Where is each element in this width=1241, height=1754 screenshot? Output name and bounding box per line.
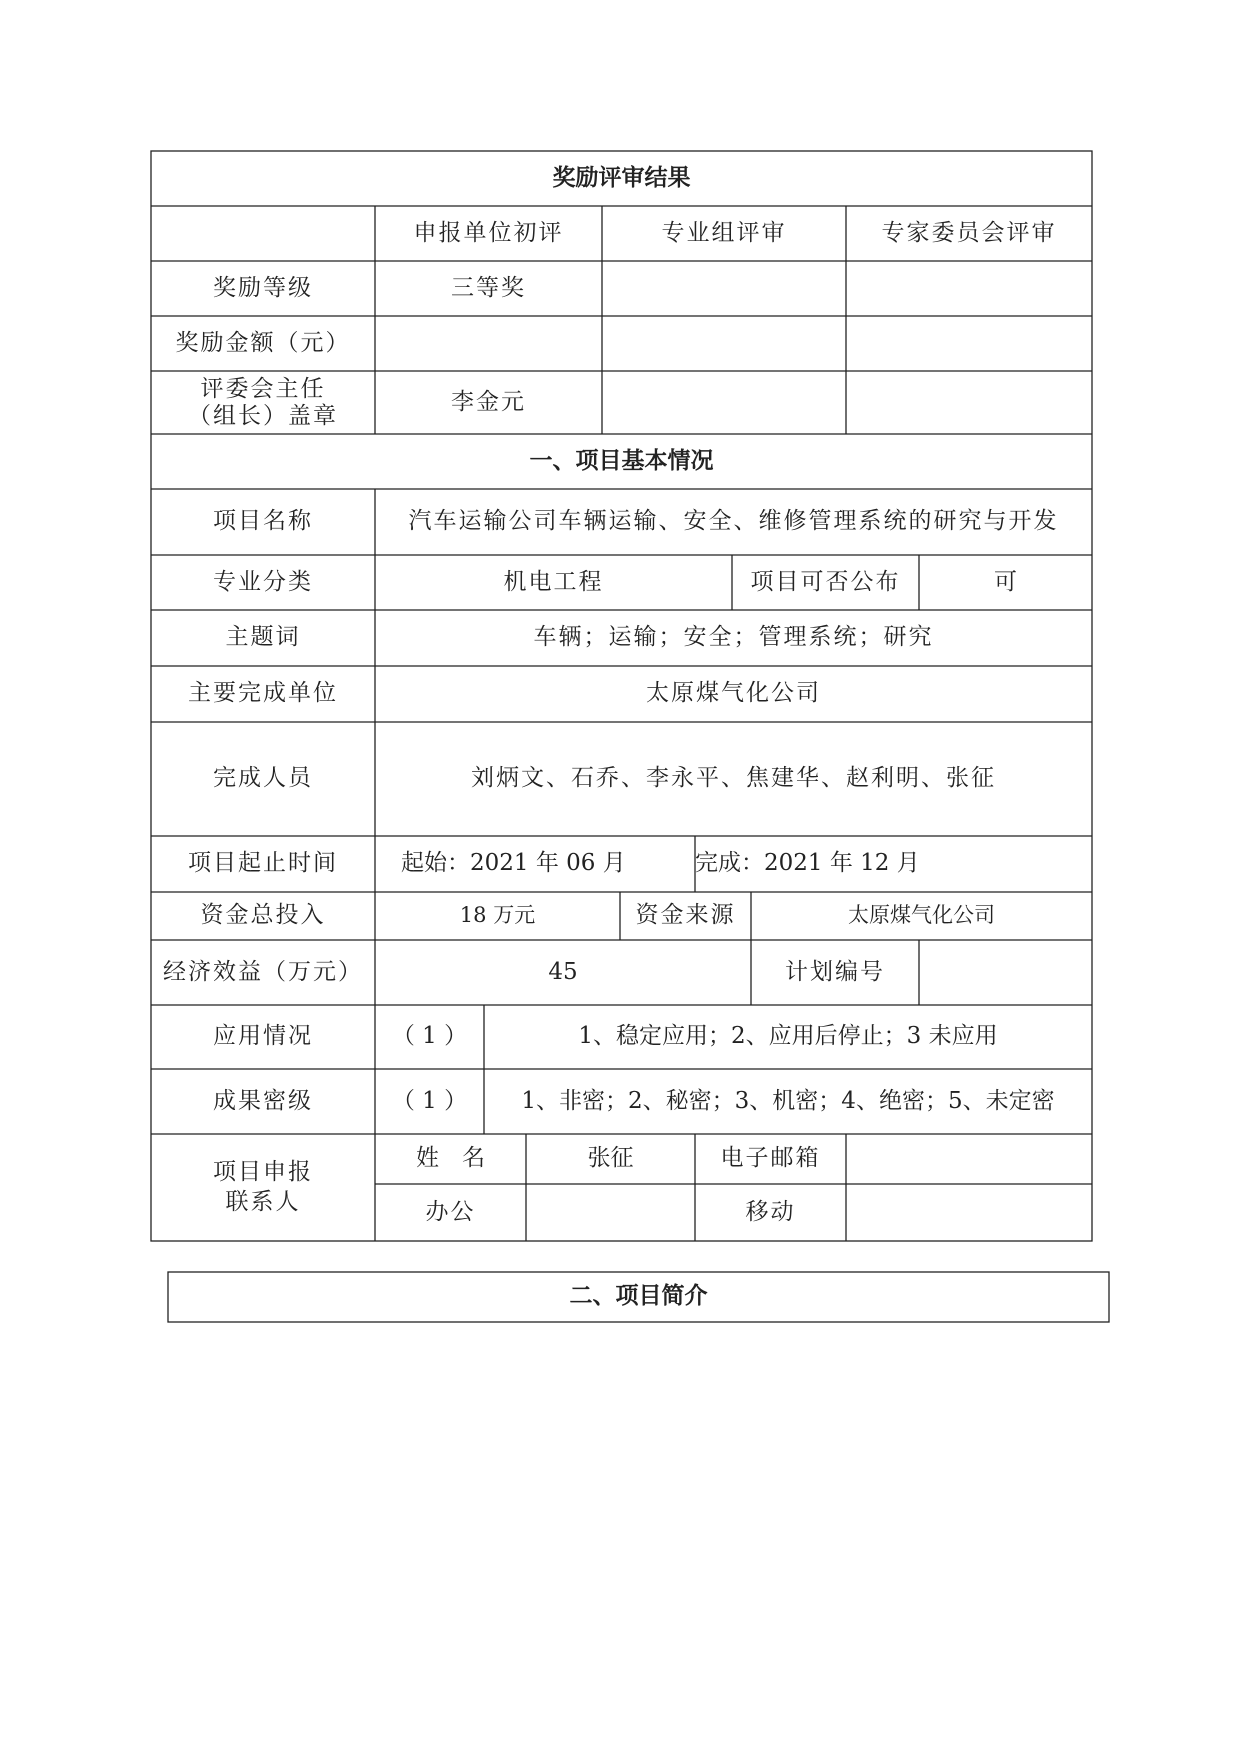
contact-label [151, 1134, 375, 1241]
investment-value: 18 万元 [459, 903, 536, 928]
chair-seal-initial: 李金元 [451, 388, 526, 415]
contact-mobile-value [846, 1184, 1092, 1241]
project-name-value: 汽车运输公司车辆运输、安全、维修管理系统的研究与开发 [408, 508, 1059, 535]
people-value: 刘炳文、石乔、李永平、焦建华、赵利明、张征 [471, 765, 996, 792]
application-options: 1、稳定应用；2、应用后停止；3 未应用 [578, 1023, 998, 1050]
unit-value: 太原煤气化公司 [646, 680, 821, 707]
public-label: 项目可否公布 [750, 568, 901, 595]
contact-email-value [846, 1134, 1092, 1184]
project-name-label: 项目名称 [213, 508, 313, 535]
application-label: 应用情况 [213, 1023, 313, 1050]
period-start: 起始：2021 年 06 月 [401, 850, 626, 877]
contact-name-value: 张征 [587, 1145, 634, 1172]
contact-mobile-label: 移动 [745, 1198, 796, 1225]
contact-office-label: 办公 [425, 1198, 476, 1225]
award-level-initial: 三等奖 [451, 274, 526, 301]
award-level-committee [846, 261, 1092, 316]
award-level-group [602, 261, 846, 316]
chair-seal-label-line2: （组长）盖章 [188, 402, 338, 429]
basic-section-title: 一、项目基本情况 [529, 447, 714, 474]
award-level-label: 奖励等级 [213, 274, 313, 301]
source-value: 太原煤气化公司 [848, 903, 995, 928]
benefit-value: 45 [548, 958, 578, 985]
benefit-label: 经济效益（万元） [163, 958, 363, 985]
intro-section-title: 二、项目简介 [569, 1283, 708, 1310]
chair-seal-label [151, 371, 375, 434]
award-amount-initial [375, 316, 602, 371]
chair-seal-committee [846, 371, 1092, 434]
investment-label: 资金总投入 [200, 902, 326, 929]
application-value: （ 1 ） [391, 1023, 468, 1050]
source-label: 资金来源 [635, 902, 736, 929]
secrecy-label: 成果密级 [213, 1087, 313, 1114]
contact-name-label: 姓 名 [416, 1145, 485, 1172]
plan-label: 计划编号 [785, 958, 885, 985]
review-col-group: 专业组评审 [661, 219, 787, 246]
keywords-value: 车辆；运输；安全；管理系统；研究 [533, 624, 934, 651]
chair-seal-group [602, 371, 846, 434]
award-amount-group [602, 316, 846, 371]
period-label: 项目起止时间 [188, 850, 338, 877]
review-col-committee: 专家委员会评审 [881, 219, 1057, 246]
contact-email-label: 电子邮箱 [720, 1145, 821, 1172]
award-amount-committee [846, 316, 1092, 371]
plan-value [919, 940, 1092, 1005]
chair-seal-label-line1: 评委会主任 [200, 376, 326, 403]
period-end: 完成：2021 年 12 月 [695, 850, 920, 877]
public-value: 可 [994, 568, 1017, 595]
review-col-initial: 申报单位初评 [413, 219, 564, 246]
category-label: 专业分类 [213, 568, 313, 595]
contact-label-line2: 联系人 [225, 1188, 301, 1215]
contact-label-line1: 项目申报 [213, 1158, 313, 1185]
secrecy-options: 1、非密；2、秘密；3、机密；4、绝密；5、未定密 [521, 1087, 1055, 1114]
category-value: 机电工程 [503, 568, 604, 595]
people-label: 完成人员 [213, 765, 313, 792]
secrecy-value: （ 1 ） [391, 1087, 468, 1114]
award-amount-label: 奖励金额（元） [175, 329, 351, 356]
keywords-label: 主题词 [225, 624, 301, 651]
contact-office-value [526, 1184, 695, 1241]
review-title: 奖励评审结果 [552, 164, 691, 191]
unit-label: 主要完成单位 [188, 680, 338, 707]
